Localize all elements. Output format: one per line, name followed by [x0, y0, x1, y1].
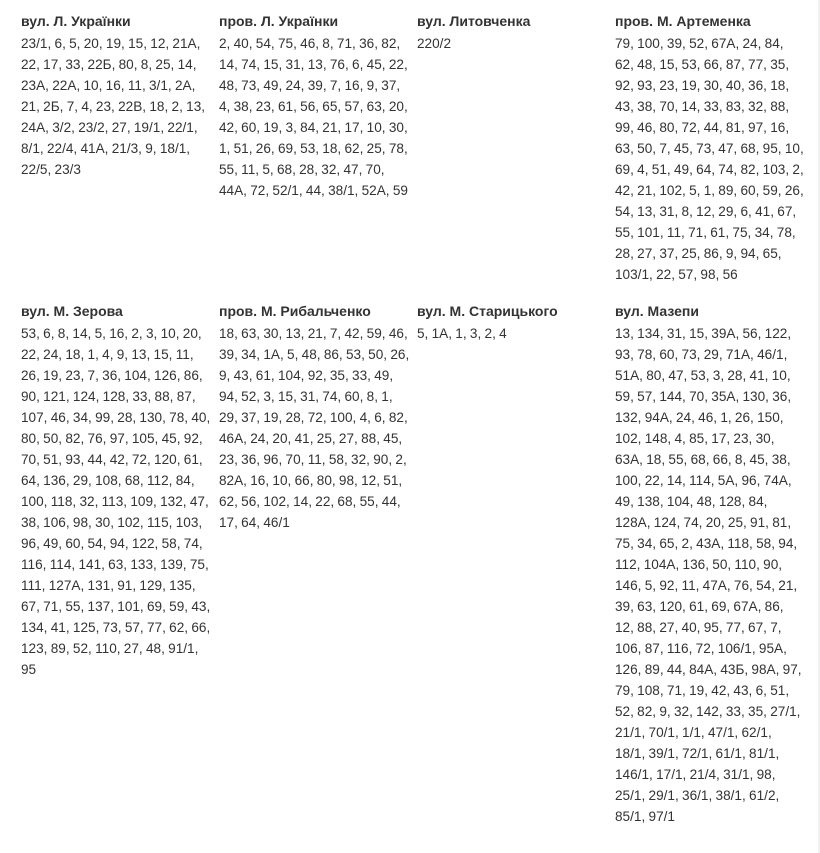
street-name: вул. М. Зерова	[21, 303, 123, 319]
street-block	[615, 302, 809, 827]
street-name: вул. М. Старицького	[417, 303, 558, 319]
house-numbers: 220/2	[417, 36, 452, 51]
table-row	[21, 302, 811, 827]
house-numbers: 13, 134, 31, 15, 39А, 56, 122, 93, 78, 60, 73, 29, 71А, 46/1, 51А, 80, 47, 53, 3, 28, 41, 10, 59, 57, 144, 70, 35А, 130, 36, 132, 94А, 24, 46, 1, 26, 150, 102, 148, 4, 85, 17, 23, 30, 63А, 18, 55, 68, 66, 8, 45, 38, 100, 22, 14, 114, 5А, 96, 74А, 49, 138, 104, 48, 128, 84, 128А, 124, 74, 20, 25, 91, 81, 75, 34, 65, 2, 43А, 118, 58, 94, 112, 104А, 136, 50, 110, 90, 146, 5, 92, 11, 47А, 76, 54, 21, 39, 63, 120, 61, 69, 67А, 86, 12, 88, 27, 40, 95, 77, 67, 7, 106, 87, 116, 72, 106/1, 95А, 126, 89, 44, 84А, 43Б, 98А, 97, 79, 108, 71, 19, 42, 43, 6, 51, 52, 82, 9, 32, 142, 33, 35, 27/1, 21/1, 70/1, 1/1, 47/1, 62/1, 18/1, 39/1, 72/1, 61/1, 81/1, 146/1, 17/1, 21/4, 31/1, 98, 25/1, 29/1, 36/1, 38/1, 61/2, 85/1, 97/1	[615, 326, 802, 824]
house-numbers: 5, 1А, 1, 3, 2, 4	[417, 326, 507, 341]
street-address-table	[21, 12, 811, 827]
house-numbers: 53, 6, 8, 14, 5, 16, 2, 3, 10, 20, 22, 24, 18, 1, 4, 9, 13, 15, 11, 26, 19, 23, 7, 36, 104, 126, 86, 90, 121, 124, 128, 33, 88, 87, 107, 46, 34, 99, 28, 130, 78, 40, 80, 50, 82, 76, 97, 105, 45, 92, 70, 51, 93, 44, 42, 72, 120, 61, 64, 136, 29, 108, 68, 112, 84, 100, 118, 32, 113, 109, 132, 47, 38, 106, 98, 30, 102, 115, 103, 96, 49, 60, 54, 94, 122, 58, 74, 116, 114, 141, 63, 133, 139, 75, 111, 127А, 131, 91, 129, 135, 67, 71, 55, 137, 101, 69, 59, 43, 134, 41, 125, 73, 57, 77, 62, 66, 123, 89, 52, 110, 27, 48, 91/1, 95	[21, 326, 211, 677]
street-block	[417, 302, 615, 344]
table-row	[21, 12, 811, 285]
house-numbers: 79, 100, 39, 52, 67А, 24, 84, 62, 48, 15, 53, 66, 87, 77, 35, 92, 93, 23, 19, 30, 40, 36, 18, 43, 38, 70, 14, 33, 83, 32, 88, 99, 46, 80, 72, 44, 81, 97, 16, 63, 50, 7, 45, 73, 47, 68, 95, 10, 69, 4, 51, 49, 64, 74, 82, 103, 2, 42, 21, 102, 5, 1, 89, 60, 59, 26, 54, 13, 31, 8, 12, 29, 6, 41, 67, 55, 101, 11, 71, 61, 75, 34, 78, 28, 27, 37, 25, 86, 9, 94, 65, 103/1, 22, 57, 98, 56	[615, 36, 804, 282]
house-numbers: 23/1, 6, 5, 20, 19, 15, 12, 21А, 22, 17, 33, 22Б, 80, 8, 25, 14, 23А, 22А, 10, 16, 11, 3/1, 2А, 21, 2Б, 7, 4, 23, 22В, 18, 2, 13, 24А, 3/2, 23/2, 27, 19/1, 22/1, 8/1, 22/4, 41А, 21/3, 9, 18/1, 22/5, 23/3	[21, 36, 206, 177]
street-block	[219, 302, 417, 533]
street-block	[417, 12, 615, 54]
street-block	[219, 12, 417, 201]
street-name: вул. Мазепи	[615, 303, 699, 319]
house-numbers: 2, 40, 54, 75, 46, 8, 71, 36, 82, 14, 74, 15, 31, 13, 76, 6, 45, 22, 48, 73, 49, 24, 39, 7, 16, 9, 37, 4, 38, 23, 61, 56, 65, 57, 63, 20, 42, 60, 19, 3, 84, 21, 17, 10, 30, 1, 51, 26, 69, 53, 18, 62, 25, 78, 55, 11, 5, 68, 28, 32, 47, 70, 44А, 72, 52/1, 44, 38/1, 52А, 59	[219, 36, 408, 198]
street-name: пров. М. Артеменка	[615, 13, 751, 29]
house-numbers: 18, 63, 30, 13, 21, 7, 42, 59, 46, 39, 34, 1А, 5, 48, 86, 53, 50, 26, 9, 43, 61, 104, 92, 35, 33, 49, 94, 52, 3, 15, 31, 74, 60, 8, 1, 29, 37, 19, 28, 72, 100, 4, 6, 82, 46А, 24, 20, 41, 25, 27, 88, 45, 23, 36, 96, 70, 11, 58, 32, 90, 2, 82А, 16, 10, 66, 80, 98, 12, 51, 62, 56, 102, 14, 22, 68, 55, 44, 17, 64, 46/1	[219, 326, 410, 530]
street-block	[615, 12, 809, 285]
street-block	[21, 302, 219, 680]
street-name: вул. Литовченка	[417, 13, 531, 29]
street-name: пров. Л. Українки	[219, 13, 339, 29]
street-block	[21, 12, 219, 180]
street-name: вул. Л. Українки	[21, 13, 131, 29]
street-name: пров. М. Рибальченко	[219, 303, 371, 319]
